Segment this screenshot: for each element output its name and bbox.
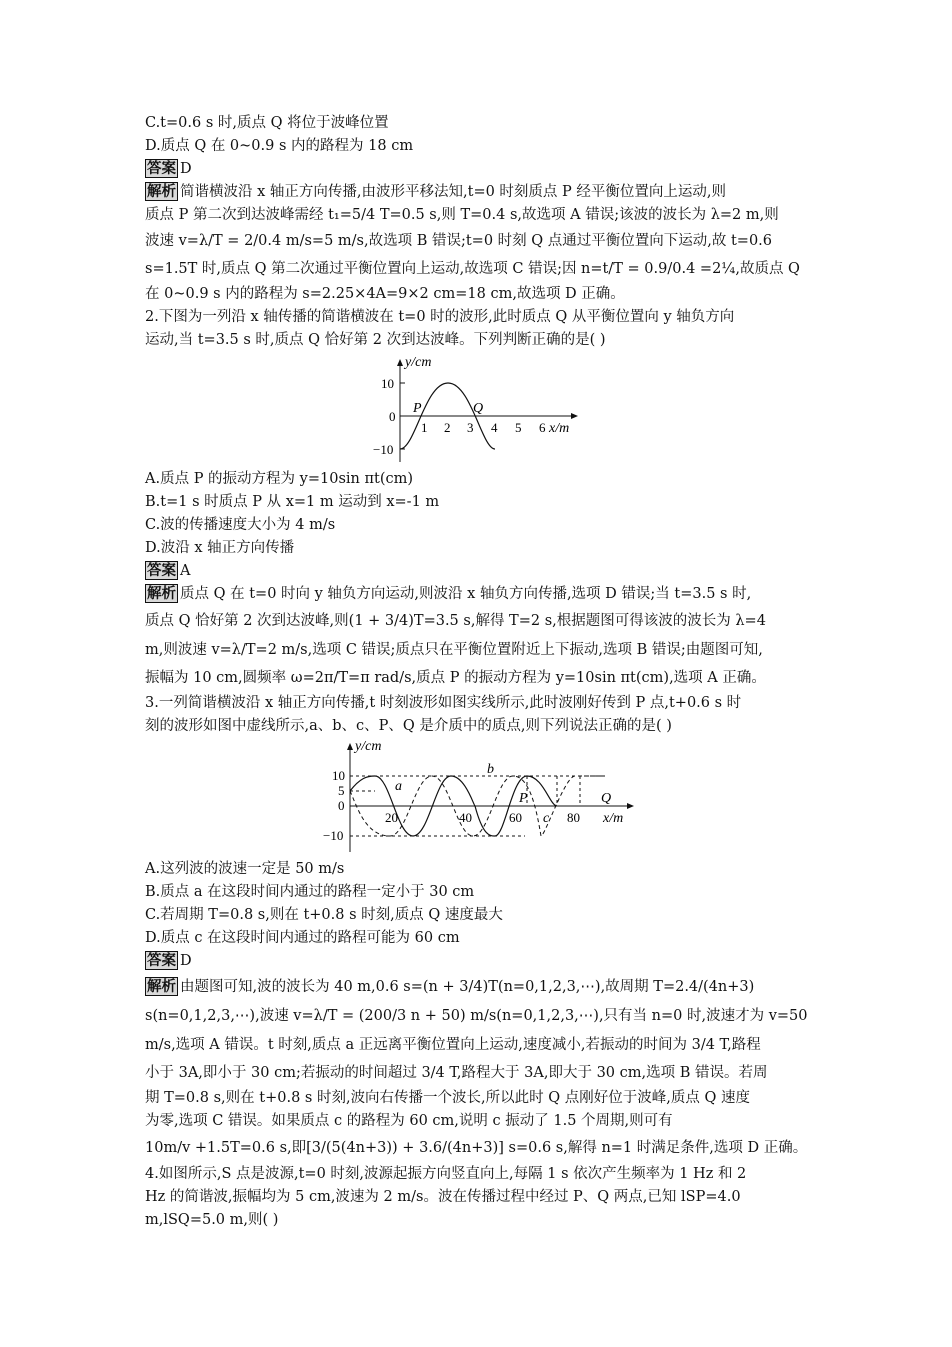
q2-option-d: D.波沿 x 轴正方向传播	[145, 540, 295, 556]
q2-answer-row	[145, 560, 815, 583]
q2-y-tick-0: 0	[389, 409, 396, 424]
q4-stem-1: Hz 的简谐波,振幅均为 5 cm,波速为 2 m/s。波在传播过程中经过 P、Q 两点,已知 lSP=4.0	[145, 1189, 741, 1205]
q2-point-q: Q	[473, 401, 484, 416]
document-page	[145, 112, 815, 1232]
q1-option-c: C.t=0.6 s 时,质点 Q 将位于波峰位置	[145, 115, 389, 131]
answer-label: 答案	[147, 160, 176, 177]
q2-y-label: y/cm	[405, 355, 432, 370]
q2-option-c: C.波的传播速度大小为 4 m/s	[145, 517, 336, 533]
q3-analysis-1: s(n=0,1,2,3,⋯),波速 v=λ/T = (200/3 n + 50) m/s(n=0,1,2,3,⋯),只有当 n=0 时,波速才为 v=50	[145, 1008, 808, 1024]
q3-answer-row	[145, 950, 815, 973]
q2-x-tick-2: 2	[444, 420, 451, 435]
q2-x-tick-5: 5	[515, 420, 522, 435]
q2-answer: A	[180, 563, 191, 579]
q3-analysis-0: 解析 由题图可知,波的波长为 40 m,0.6 s=(n + 3/4)T(n=0,1,2,3,⋯),故周期 T=2.4/(4n+3)	[147, 978, 755, 995]
q2-analysis-3: 振幅为 10 cm,圆频率 ω=2π/T=π rad/s,质点 P 的振动方程为 y=10sin πt(cm),选项 A 正确。	[145, 670, 766, 686]
q3-analysis-5: 为零,选项 C 错误。如果质点 c 的路程为 60 cm,说明 c 振动了 1.5 个周期,则可有	[145, 1113, 673, 1129]
q3-point-a: a	[395, 779, 402, 794]
q3-point-c: c	[543, 811, 550, 826]
q2-figure	[145, 354, 815, 466]
q3-x-tick-60: 60	[509, 810, 522, 825]
q2-analysis-2: m,则波速 v=λ/T=2 m/s,选项 C 错误;质点只在平衡位置附近上下振动,选项 B 错误;由题图可知,	[145, 642, 763, 658]
analysis-label: 解析	[147, 585, 176, 602]
q2-stem-0: 2.下图为一列沿 x 轴传播的简谐横波在 t=0 时的波形,此时质点 Q 从平衡位置向 y 轴负方向	[145, 309, 735, 325]
q4-stem-0: 4.如图所示,S 点是波源,t=0 时刻,波源起振方向竖直向上,每隔 1 s 依次产生频率为 1 Hz 和 2	[145, 1166, 747, 1182]
q1-option-d: D.质点 Q 在 0~0.9 s 内的路程为 18 cm	[145, 138, 414, 154]
q3-y-tick-10: 10	[332, 768, 345, 783]
q3-x-tick-20: 20	[385, 810, 398, 825]
q3-stem-1: 刻的波形如图中虚线所示,a、b、c、P、Q 是介质中的质点,则下列说法正确的是( )	[145, 718, 672, 734]
q2-analysis-1: 质点 Q 恰好第 2 次到达波峰,则(1 + 3/4)T=3.5 s,解得 T=2 s,根据题图可得该波的波长为 λ=4	[145, 613, 766, 629]
q3-stem-0: 3.一列简谐横波沿 x 轴正方向传播,t 时刻波形如图实线所示,此时波刚好传到 P 点,t+0.6 s 时	[145, 695, 742, 711]
q3-analysis-3: 小于 3A,即小于 30 cm;若振动的时间超过 3/4 T,路程大于 3A,即大于 30 cm,选项 B 错误。若周	[145, 1065, 768, 1081]
q2-y-tick-neg10: −10	[373, 442, 394, 457]
q3-option-d: D.质点 c 在这段时间内通过的路程可能为 60 cm	[145, 930, 460, 946]
answer-label: 答案	[147, 952, 176, 969]
q3-point-b: b	[487, 762, 494, 777]
analysis-label: 解析	[147, 183, 176, 200]
q1-answer-row	[145, 158, 815, 181]
q3-point-q: Q	[601, 791, 612, 806]
q4-stem-2: m,lSQ=5.0 m,则( )	[145, 1212, 279, 1228]
q2-x-tick-4: 4	[491, 420, 498, 435]
q2-point-p: P	[413, 401, 422, 416]
q2-wave-graph	[145, 354, 815, 466]
q3-y-tick-5: 5	[338, 783, 345, 798]
q3-y-tick-0: 0	[338, 798, 345, 813]
q3-analysis-2: m/s,选项 A 错误。t 时刻,质点 a 正远离平衡位置向上运动,速度减小,若振动的时间为 3/4 T,路程	[145, 1037, 761, 1053]
q2-analysis-0: 解析 质点 Q 在 t=0 时向 y 轴负方向运动,则波沿 x 轴负方向传播,选项 D 错误;当 t=3.5 s 时,	[147, 585, 752, 602]
q1-analysis-1: 质点 P 第二次到达波峰需经 t₁=5/4 T=0.5 s,则 T=0.4 s,故选项 A 错误;该波的波长为 λ=2 m,则	[145, 207, 779, 223]
q3-x-tick-40: 40	[459, 810, 472, 825]
q3-option-b: B.质点 a 在这段时间内通过的路程一定小于 30 cm	[145, 884, 475, 900]
q1-analysis-4: 在 0~0.9 s 内的路程为 s=2.25×4A=9×2 cm=18 cm,故选项 D 正确。	[145, 286, 625, 302]
q2-option-b: B.t=1 s 时质点 P 从 x=1 m 运动到 x=-1 m	[145, 494, 440, 510]
q3-analysis-6: 10m/v +1.5T=0.6 s,即[3/(5(4n+3)) + 3.6/(4n+3)] s=0.6 s,解得 n=1 时满足条件,选项 D 正确。	[145, 1140, 808, 1156]
q3-x-tick-80: 80	[567, 810, 580, 825]
q1-analysis-2: 波速 v=λ/T = 2/0.4 m/s=5 m/s,故选项 B 错误;t=0 时刻 Q 点通过平衡位置向下运动,故 t=0.6	[145, 233, 773, 249]
q3-option-c: C.若周期 T=0.8 s,则在 t+0.8 s 时刻,质点 Q 速度最大	[145, 907, 503, 923]
analysis-label: 解析	[147, 978, 176, 995]
q3-figure	[145, 740, 815, 856]
answer-label: 答案	[147, 562, 176, 579]
q3-wave-graph	[145, 740, 815, 856]
q2-option-a: A.质点 P 的振动方程为 y=10sin πt(cm)	[145, 471, 414, 487]
q2-stem-1: 运动,当 t=3.5 s 时,质点 Q 恰好第 2 次到达波峰。下列判断正确的是( )	[145, 332, 606, 348]
q3-analysis-4: 期 T=0.8 s,则在 t+0.8 s 时刻,波向右传播一个波长,所以此时 Q 点刚好位于波峰,质点 Q 速度	[145, 1090, 750, 1106]
q1-analysis-0: 解析 简谐横波沿 x 轴正方向传播,由波形平移法知,t=0 时刻质点 P 经平衡位置向上运动,则	[147, 183, 727, 200]
q3-option-a: A.这列波的波速一定是 50 m/s	[145, 861, 345, 877]
q2-x-tick-6: 6	[539, 420, 546, 435]
q1-answer: D	[180, 161, 192, 177]
q3-y-tick-neg10: −10	[323, 828, 344, 843]
q2-x-tick-3: 3	[467, 420, 474, 435]
q2-y-tick-10: 10	[381, 376, 394, 391]
q3-y-label: y/cm	[355, 740, 382, 754]
q2-x-tick-1: 1	[421, 420, 428, 435]
q3-x-label: x/m	[603, 811, 624, 826]
q3-answer: D	[180, 953, 192, 969]
q3-point-p: P	[519, 791, 528, 806]
q2-x-label: x/m	[549, 421, 570, 436]
q1-analysis-3: s=1.5T 时,质点 Q 第二次通过平衡位置向上运动,故选项 C 错误;因 n=t/T = 0.9/0.4 =2¼,故质点 Q	[145, 261, 800, 277]
